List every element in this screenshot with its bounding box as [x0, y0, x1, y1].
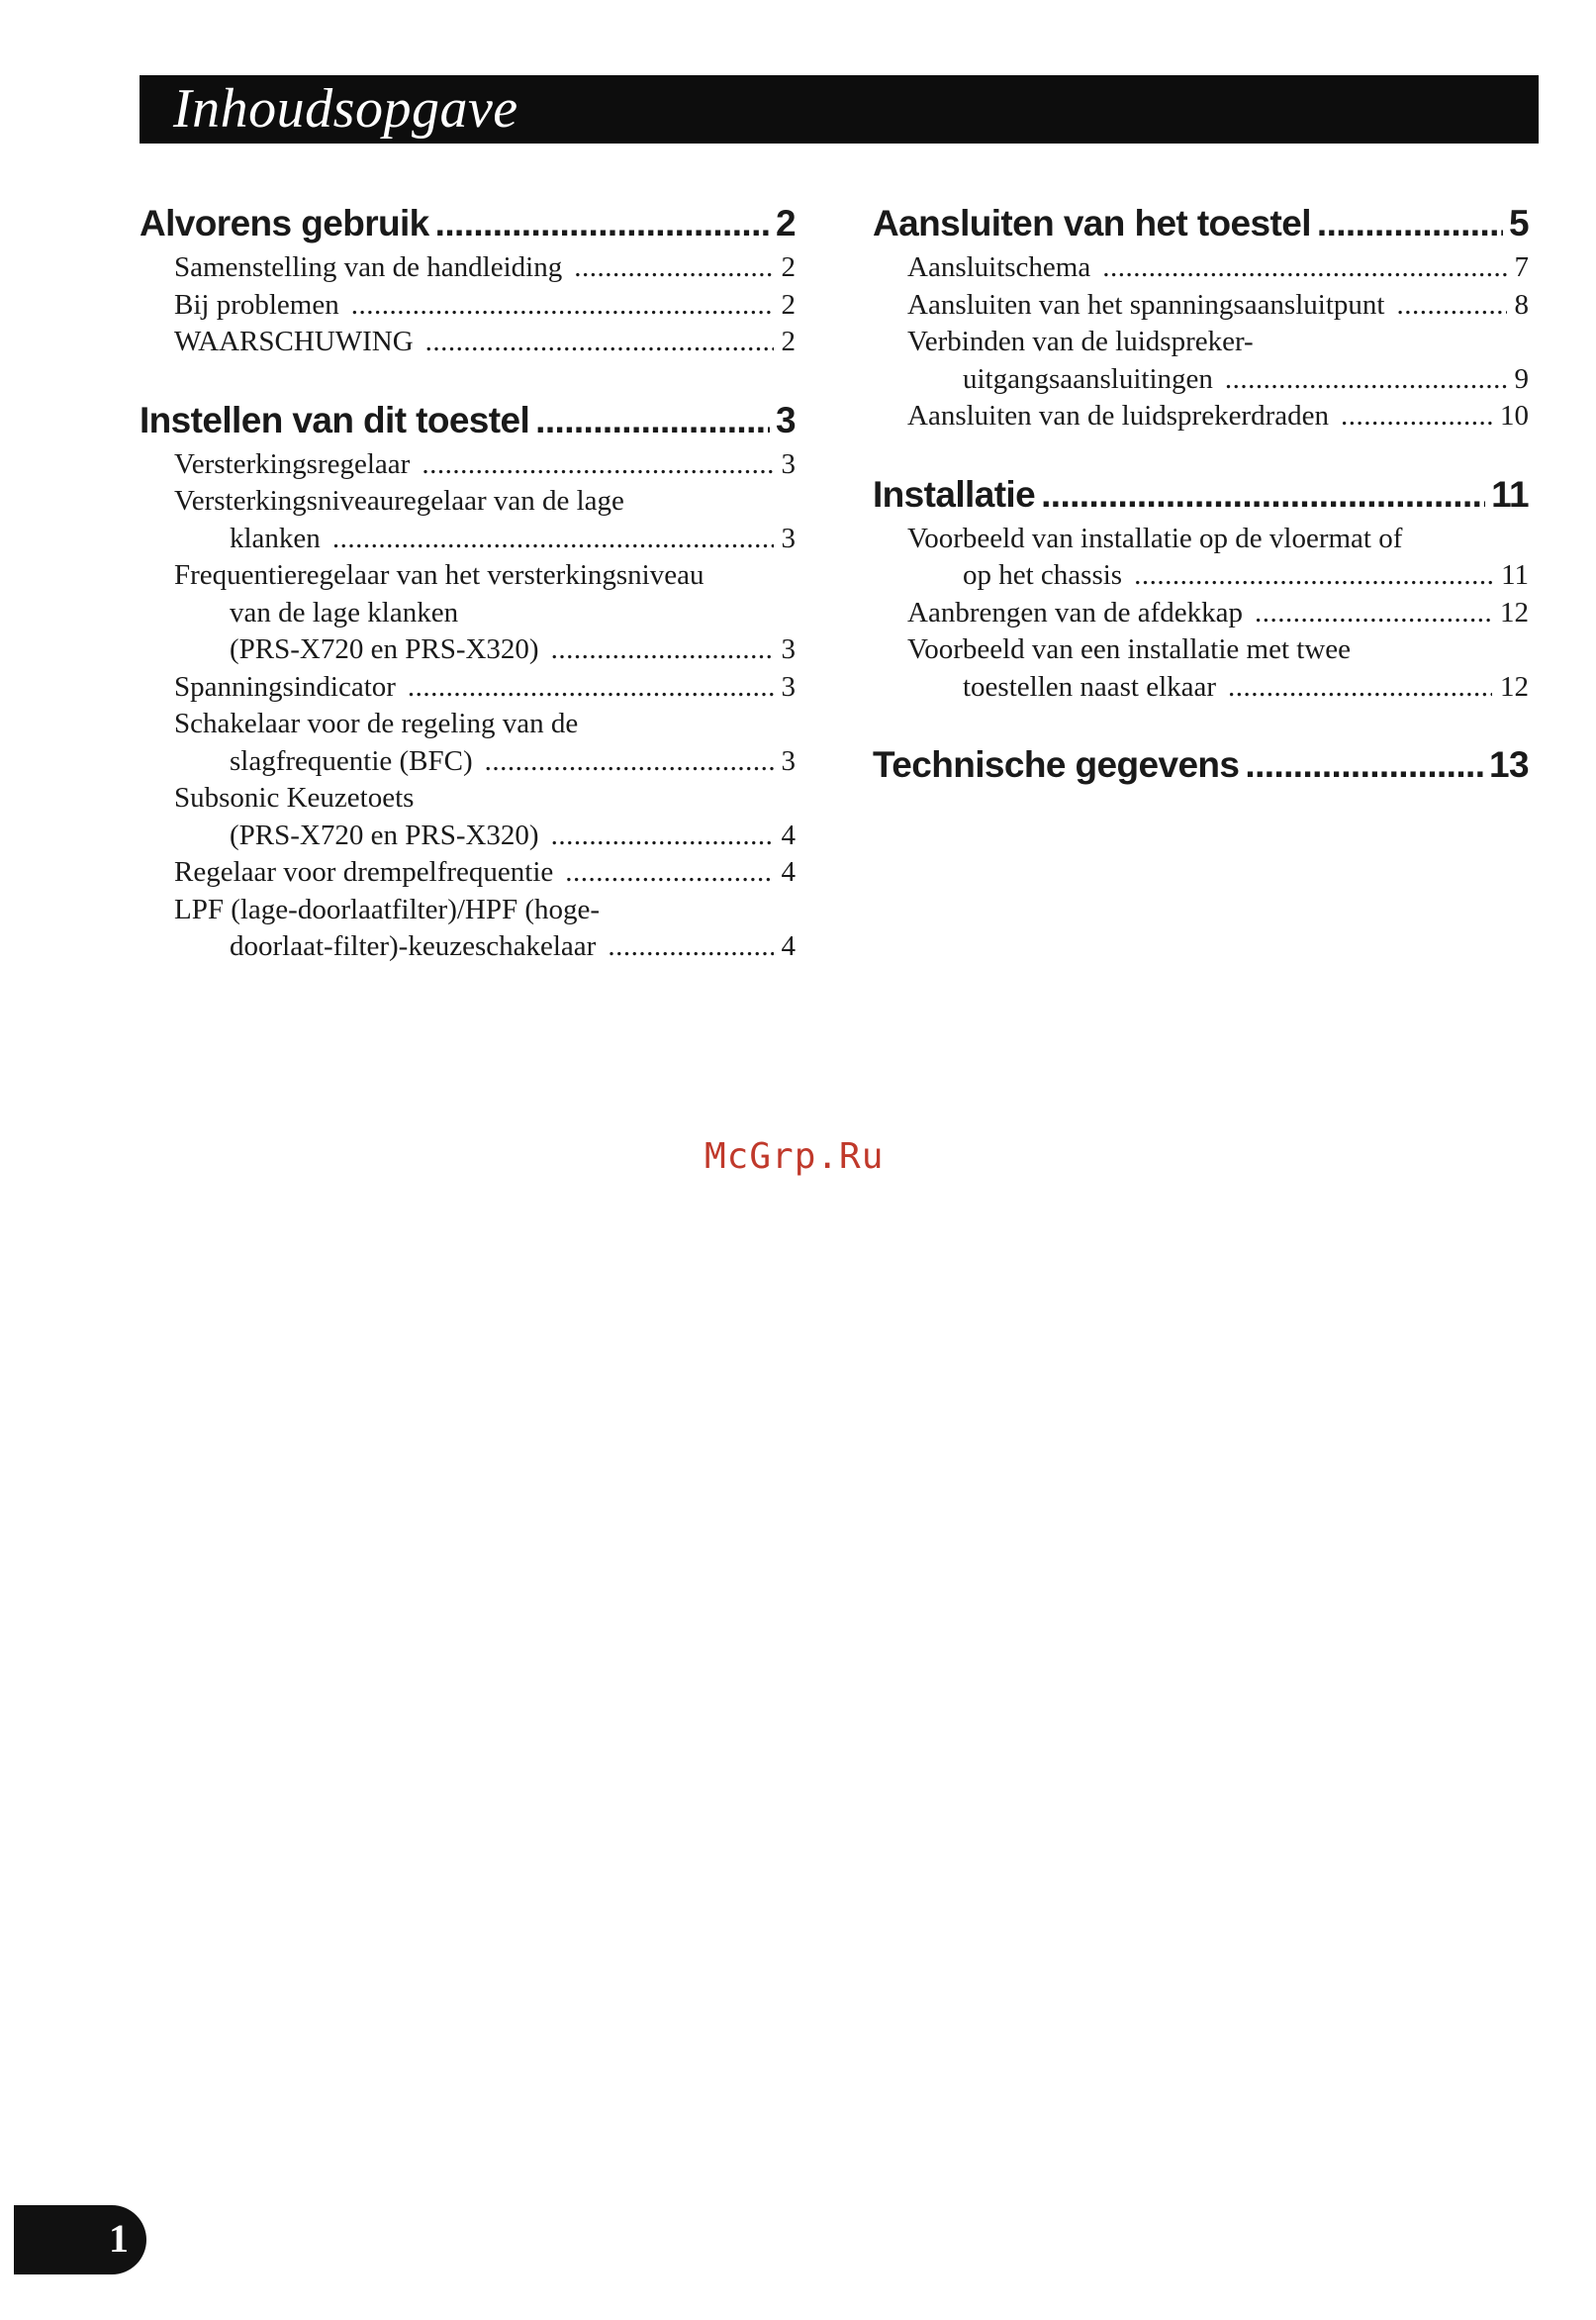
entry-text: (PRS-X720 en PRS-X320) — [230, 819, 539, 851]
section-heading-link[interactable] — [873, 739, 1529, 791]
entry-line — [174, 287, 796, 325]
toc-section — [140, 395, 796, 966]
entry-line — [907, 324, 1529, 361]
entry-text: klanken — [230, 522, 321, 554]
dot-leader — [1041, 469, 1485, 521]
entry-line — [907, 398, 1529, 435]
entry-line — [174, 521, 796, 558]
toc-entry[interactable] — [907, 324, 1529, 398]
toc-entry[interactable] — [174, 483, 796, 557]
entry-line — [907, 249, 1529, 287]
toc-left-column — [140, 198, 796, 1000]
entry-text: WAARSCHUWING — [174, 326, 414, 357]
entry-page-number: 3 — [781, 522, 796, 554]
section-title: Aansluiten van het toestel — [873, 203, 1311, 243]
toc-entry[interactable] — [174, 249, 796, 287]
entry-page-number: 2 — [781, 326, 796, 357]
dot-leader — [1396, 287, 1506, 325]
entry-text: op het chassis — [963, 559, 1123, 591]
entry-line — [907, 557, 1529, 595]
toc-entry[interactable] — [174, 446, 796, 484]
dot-leader — [351, 287, 774, 325]
entry-text: Verbinden van de luidspreker- — [907, 326, 1254, 357]
entry-page-number: 11 — [1501, 559, 1529, 591]
dot-leader — [332, 521, 774, 558]
entry-line — [174, 743, 796, 781]
toc-entry[interactable] — [907, 287, 1529, 325]
toc-entry[interactable] — [174, 854, 796, 892]
entry-text: doorlaat-filter)-keuzeschakelaar — [230, 930, 597, 962]
entry-text: Aansluiten van het spanningsaansluitpunt — [907, 288, 1385, 321]
entry-line — [174, 818, 796, 855]
toc-section — [873, 469, 1529, 707]
toc-entry[interactable] — [174, 780, 796, 854]
entry-text: Frequentieregelaar van het versterkingsniveau — [174, 559, 704, 591]
section-title: Installatie — [873, 473, 1036, 515]
dot-leader — [574, 249, 773, 287]
dot-leader — [435, 198, 770, 249]
dot-leader — [1341, 398, 1492, 435]
entry-page-number: 10 — [1500, 400, 1529, 432]
dot-leader — [1317, 198, 1503, 249]
entry-line — [174, 706, 796, 743]
toc-entry[interactable] — [907, 249, 1529, 287]
entry-text: Aansluitschema — [907, 251, 1091, 283]
section-heading-link[interactable] — [873, 469, 1529, 521]
header-bar — [140, 75, 1539, 144]
entry-page-number: 2 — [781, 288, 796, 321]
toc-entry[interactable] — [174, 557, 796, 669]
entry-line — [174, 446, 796, 484]
entry-text: Versterkingsniveauregelaar van de lage — [174, 485, 624, 517]
watermark: McGrp.Ru — [704, 1136, 885, 1177]
entry-page-number: 4 — [781, 856, 796, 888]
toc-entry[interactable] — [174, 706, 796, 780]
entry-line — [907, 361, 1529, 399]
entry-text: Versterkingsregelaar — [174, 447, 411, 480]
entry-page-number: 12 — [1500, 596, 1529, 628]
entry-page-number: 9 — [1514, 362, 1529, 395]
dot-leader — [485, 743, 774, 781]
section-heading-link[interactable] — [140, 198, 796, 249]
entry-text: Spanningsindicator — [174, 670, 396, 703]
section-page-number: 13 — [1489, 744, 1529, 785]
dot-leader — [1102, 249, 1506, 287]
entry-page-number: 3 — [781, 670, 796, 703]
toc-entry[interactable] — [907, 631, 1529, 706]
entry-line — [174, 780, 796, 818]
toc-entry[interactable] — [907, 398, 1529, 435]
entry-line — [907, 595, 1529, 632]
entry-text: uitgangsaansluitingen — [963, 362, 1213, 395]
dot-leader — [422, 446, 773, 484]
entry-line — [174, 324, 796, 361]
dot-leader — [1225, 361, 1507, 399]
entry-text: Aanbrengen van de afdekkap — [907, 596, 1243, 628]
dot-leader — [565, 854, 773, 892]
toc-section — [140, 198, 796, 361]
section-title: Alvorens gebruik — [140, 203, 429, 243]
entry-line — [174, 483, 796, 521]
toc-right-column — [873, 198, 1529, 824]
entry-text: LPF (lage-doorlaatfilter)/HPF (hoge- — [174, 893, 601, 925]
section-heading-link[interactable] — [140, 395, 796, 446]
section-page-number: 5 — [1509, 203, 1529, 243]
toc-entry[interactable] — [174, 287, 796, 325]
dot-leader — [1245, 739, 1483, 791]
entry-page-number: 8 — [1514, 288, 1529, 321]
entry-text: Voorbeeld van installatie op de vloermat of — [907, 522, 1403, 554]
entry-text: van de lage klanken — [230, 596, 459, 628]
dot-leader — [535, 395, 770, 446]
entry-page-number: 3 — [781, 744, 796, 777]
section-title: Instellen van dit toestel — [140, 399, 530, 440]
section-title: Technische gegevens — [873, 744, 1240, 785]
dot-leader — [608, 928, 773, 966]
section-heading-link[interactable] — [873, 198, 1529, 249]
entry-line — [907, 521, 1529, 558]
dot-leader — [551, 818, 774, 855]
entry-line — [907, 631, 1529, 669]
entry-line — [907, 669, 1529, 707]
entry-text: slagfrequentie (BFC) — [230, 744, 473, 777]
entry-page-number: 3 — [781, 447, 796, 480]
dot-leader — [1255, 595, 1492, 632]
section-page-number: 2 — [776, 203, 796, 243]
entry-page-number: 3 — [781, 633, 796, 665]
toc-entry-list — [174, 446, 796, 966]
entry-page-number: 4 — [781, 930, 796, 962]
entry-line — [174, 249, 796, 287]
entry-line — [174, 892, 796, 929]
entry-page-number: 4 — [781, 819, 796, 851]
toc-entry[interactable] — [907, 521, 1529, 595]
entry-line — [174, 928, 796, 966]
section-page-number: 3 — [776, 399, 796, 440]
section-page-number: 11 — [1491, 473, 1529, 515]
entry-text: Subsonic Keuzetoets — [174, 782, 415, 814]
toc-section — [873, 198, 1529, 435]
dot-leader — [1134, 557, 1493, 595]
entry-line — [174, 854, 796, 892]
dot-leader — [1228, 669, 1492, 707]
entry-text: Bij problemen — [174, 288, 339, 321]
entry-text: Voorbeeld van een installatie met twee — [907, 633, 1351, 665]
dot-leader — [408, 669, 774, 707]
entry-page-number: 2 — [781, 251, 796, 283]
entry-page-number: 12 — [1500, 670, 1529, 703]
entry-text: Regelaar voor drempelfrequentie — [174, 856, 554, 888]
entry-text: Aansluiten van de luidsprekerdraden — [907, 400, 1329, 432]
dot-leader — [425, 324, 774, 361]
toc-entry-list — [907, 249, 1529, 435]
toc-entry-list — [174, 249, 796, 361]
entry-line — [174, 557, 796, 595]
entry-line — [174, 631, 796, 669]
page-number: 1 — [109, 2216, 129, 2261]
toc-entry-list — [907, 521, 1529, 707]
toc-entry[interactable] — [174, 892, 796, 966]
toc-entry[interactable] — [174, 669, 796, 707]
entry-text: toestellen naast elkaar — [963, 670, 1217, 703]
entry-line — [174, 595, 796, 632]
entry-line — [907, 287, 1529, 325]
toc-entry[interactable] — [907, 595, 1529, 632]
entry-text: Samenstelling van de handleiding — [174, 251, 563, 283]
entry-page-number: 7 — [1514, 251, 1529, 283]
page-title: Inhoudsopgave — [173, 78, 518, 140]
entry-text: Schakelaar voor de regeling van de — [174, 708, 579, 739]
entry-text: (PRS-X720 en PRS-X320) — [230, 633, 539, 665]
entry-line — [174, 669, 796, 707]
toc-section — [873, 739, 1529, 791]
dot-leader — [551, 631, 774, 669]
toc-entry[interactable] — [174, 324, 796, 361]
page-number-badge — [14, 2205, 146, 2274]
